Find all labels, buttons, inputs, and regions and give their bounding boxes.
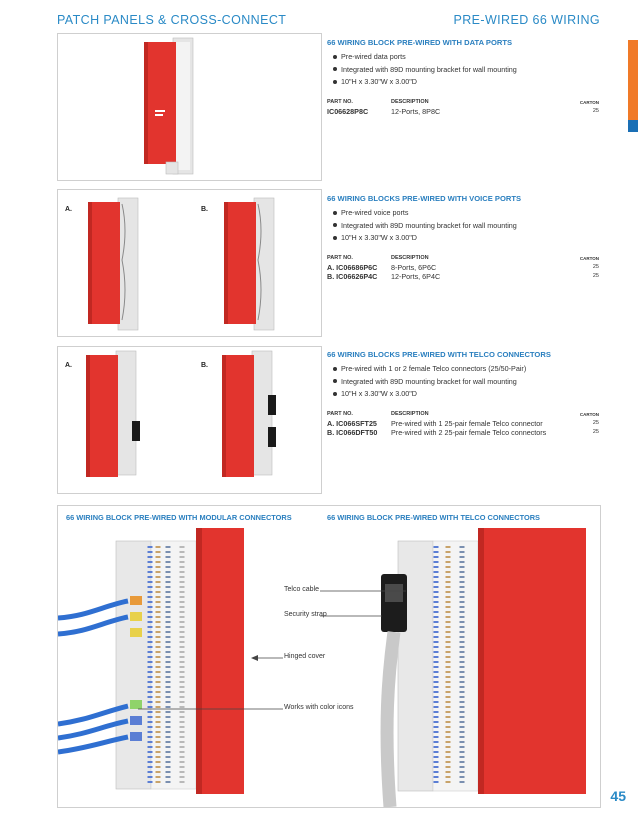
carton-qty: 25 [592,420,599,426]
carton-qty: 25 [592,108,599,114]
section-tab [628,40,638,120]
callout-security-strap: Security strap [284,611,327,618]
col-desc: DESCRIPTION [391,411,429,417]
wiring-block-illustration-pair [58,190,321,336]
part-description: Pre-wired with 2 25-pair female Telco connectors [391,428,547,437]
part-table [327,254,599,281]
product-image-telco-connectors [57,346,322,494]
product-title: 66 WIRING BLOCK PRE-WIRED WITH DATA PORTS [327,38,513,47]
part-table-header [327,410,599,419]
header-right: PRE-WIRED 66 WIRING [453,13,600,27]
part-number: B. IC066DFT50 [327,428,378,437]
part-number: B. IC06626P4C [327,272,378,281]
feature-item: Pre-wired data ports [333,52,599,61]
col-desc: DESCRIPTION [391,255,429,261]
col-part: PART NO. [327,99,353,105]
image-label-a: A. [65,362,72,369]
part-table-header [327,254,599,263]
part-number: A. IC06686P6C [327,263,378,272]
part-row [327,419,599,428]
feature-list [327,208,599,242]
detail-title-telco: 66 WIRING BLOCK PRE-WIRED WITH TELCO CONNECTORS [327,513,540,522]
detail-title-modular: 66 WIRING BLOCK PRE-WIRED WITH MODULAR CONNECTORS [66,513,292,522]
header-left: PATCH PANELS & CROSS-CONNECT [57,13,287,27]
part-description: 12-Ports, 8P8C [391,107,441,116]
col-carton: CARTON [579,256,599,261]
part-table [327,98,599,116]
wiring-block-illustration [58,34,321,180]
part-description: Pre-wired with 1 25-pair female Telco connector [391,419,543,428]
product-title: 66 WIRING BLOCKS PRE-WIRED WITH TELCO CONNECTORS [327,350,551,359]
part-description: 8-Ports, 6P6C [391,263,437,272]
callout-telco-cable: Telco cable [284,586,320,593]
col-carton: CARTON [579,412,599,417]
product-image-data-ports [57,33,322,181]
feature-list [327,52,599,86]
feature-item: Pre-wired with 1 or 2 female Telco connectors (25/50-Pair) [333,364,599,373]
part-row [327,107,599,116]
feature-list [327,364,599,398]
part-number: IC06628P8C [327,107,369,116]
product-block-voice-ports [327,194,599,281]
image-label-a: A. [65,206,72,213]
image-label-b: B. [201,362,208,369]
page-number: 45 [610,788,626,804]
feature-item: 10"H x 3.30"W x 3.00"D [333,233,599,242]
part-number: A. IC066SFT25 [327,419,377,428]
section-tab-accent [628,120,638,132]
col-part: PART NO. [327,411,353,417]
detail-illustration [58,506,600,807]
part-description: 12-Ports, 6P4C [391,272,441,281]
part-row [327,263,599,272]
carton-qty: 25 [592,264,599,270]
wiring-block-telco-illustration-pair [58,347,321,493]
callout-color-icons: Works with color icons [284,704,354,711]
product-block-data-ports [327,38,599,116]
feature-item: Integrated with 89D mounting bracket for wall mounting [333,65,599,74]
product-block-telco-connectors [327,350,599,437]
product-title: 66 WIRING BLOCKS PRE-WIRED WITH VOICE PORTS [327,194,522,203]
callout-hinged-cover: Hinged cover [284,653,326,660]
image-label-b: B. [201,206,208,213]
part-table-header [327,98,599,107]
product-image-voice-ports [57,189,322,337]
detail-figure-box [57,505,601,808]
part-table [327,410,599,437]
col-carton: CARTON [579,100,599,105]
col-part: PART NO. [327,255,353,261]
feature-item: 10"H x 3.30"W x 3.00"D [333,389,599,398]
feature-item: Integrated with 89D mounting bracket for wall mounting [333,377,599,386]
feature-item: Integrated with 89D mounting bracket for wall mounting [333,221,599,230]
feature-item: 10"H x 3.30"W x 3.00"D [333,77,599,86]
part-row [327,272,599,281]
col-desc: DESCRIPTION [391,99,429,105]
carton-qty: 25 [592,273,599,279]
part-row [327,428,599,437]
feature-item: Pre-wired voice ports [333,208,599,217]
carton-qty: 25 [592,429,599,435]
